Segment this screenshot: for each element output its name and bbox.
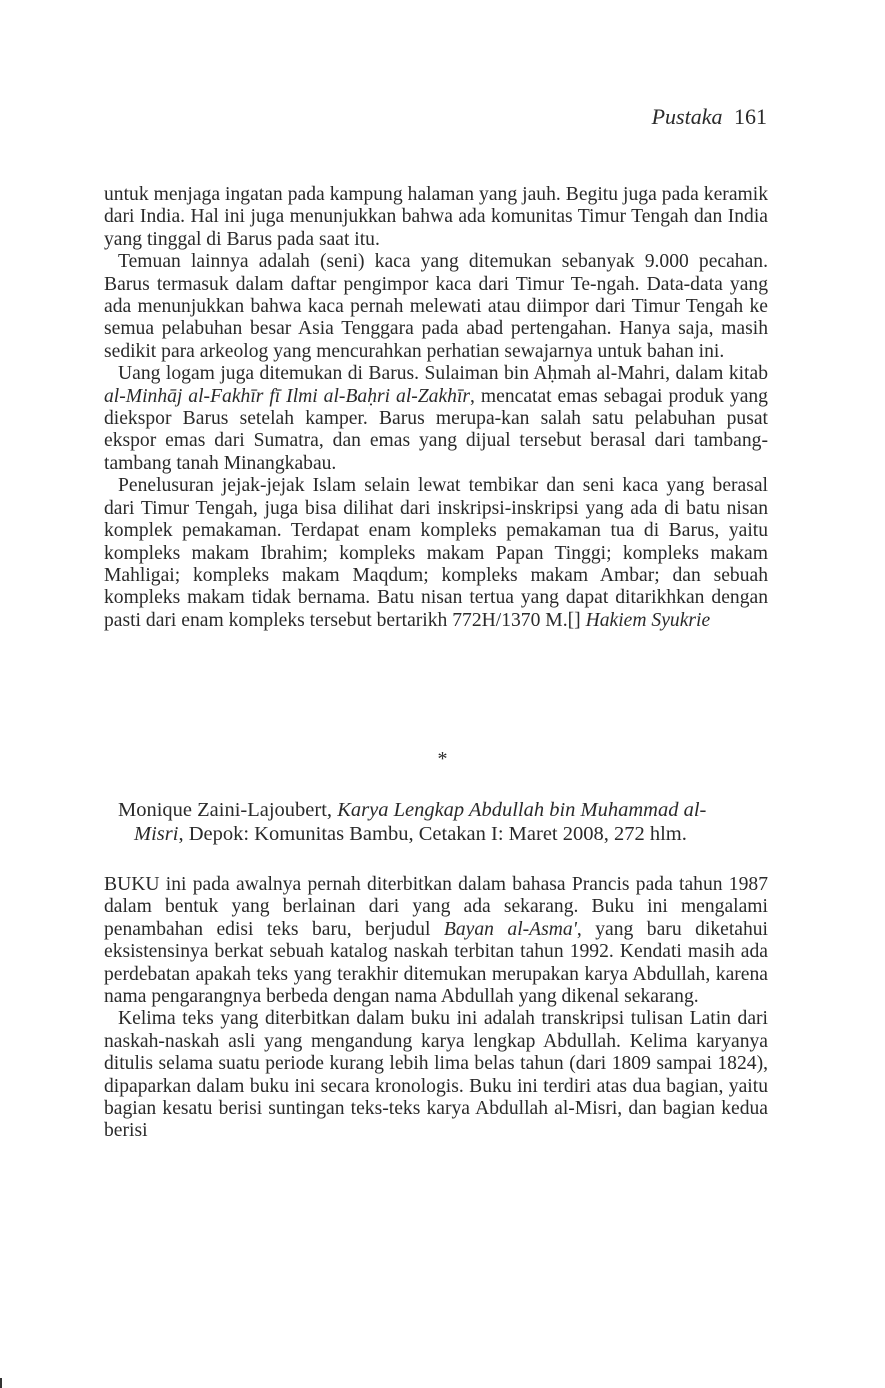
paragraph-text: , yang baru diketahui eksistensinya berkat sebuah katalog naskah terbitan tahun 1992. Kendati masih ada perdebatan apakah teks yang terakhir ditemukan merupakan karya Abdullah, karena nama pengarangnya berbeda dengan nama Abdullah yang dikenal sekarang. bbox=[104, 918, 768, 1008]
book-title: al-Minhāj al-Fakhīr fī Ilmi al-Baḥri al-Zakhīr bbox=[104, 385, 471, 407]
book-title: Bayan al-Asma' bbox=[443, 918, 577, 940]
paragraph bbox=[104, 475, 768, 632]
journal-title: Pustaka bbox=[651, 104, 723, 129]
citation-author: Monique Zaini-Lajoubert, bbox=[118, 799, 338, 821]
citation-title: Misri bbox=[134, 823, 179, 845]
author-signature: Hakiem Syukrie bbox=[585, 609, 711, 631]
book-citation bbox=[118, 798, 758, 846]
paragraph-text: Uang logam juga ditemukan di Barus. Sulaiman bin Aḥmah al-Mahri, dalam kitab bbox=[118, 363, 768, 385]
paragraph: Kelima teks yang diterbitkan dalam buku ini adalah transkripsi tulisan Latin dari naskah-naskah asli yang mengandung karya lengkap Abdullah. Kelima karyanya ditulis selama suatu periode kurang lebih lima belas tahun (dari 1809 sampai 1824), dipaparkan dalam buku ini secara kronologis. Buku ini terdiri atas dua bagian, yaitu bagian kesatu berisi suntingan teks-teks karya Abdullah al-Misri, dan bagian kedua berisi bbox=[104, 1008, 768, 1142]
running-head bbox=[652, 104, 767, 130]
paragraph: Temuan lainnya adalah (seni) kaca yang ditemukan sebanyak 9.000 pecahan. Barus termasuk dalam daftar pengimpor kaca dari Timur Te-ngah. Data-data yang ada menunjukkan bahwa kaca pernah melewati atau diimpor dari Timur Tengah ke semua pelabuhan besar Asia Tenggara pada abad pertengahan. Hanya saja, masih sedikit para arkeolog yang mencurahkan perhatian sewajarnya untuk bahan ini. bbox=[104, 251, 768, 362]
paragraph bbox=[104, 874, 768, 1008]
paragraph bbox=[104, 363, 768, 475]
article-body bbox=[104, 184, 768, 632]
scan-edge-mark bbox=[0, 1378, 2, 1388]
paragraph-text: , mencatat emas sebagai produk yang diekspor Barus setelah kamper. Barus merupa-kan salah satu pelabuhan pusat ekspor emas dari Sumatra, dan emas yang dijual tersebut berasal dari tambang-tambang tanah Minangkabau. bbox=[104, 385, 768, 474]
citation-publisher: , Depok: Komunitas Bambu, Cetakan I: Maret 2008, 272 hlm. bbox=[178, 823, 687, 845]
section-separator: * bbox=[437, 748, 448, 770]
review-body bbox=[104, 874, 768, 1143]
page-number: 161 bbox=[734, 104, 767, 129]
paragraph-text: Penelusuran jejak-jejak Islam selain lewat tembikar dan seni kaca yang berasal dari Timur Tengah, juga bisa dilihat dari inskripsi-inskripsi yang ada di batu nisan komplek pemakaman. Terdapat enam kompleks pemakaman tua di Barus, yaitu kompleks makam Ibrahim; kompleks makam Papan Tinggi; kompleks makam Mahligai; kompleks makam Maqdum; kompleks makam Ambar; dan sebuah kompleks makam tidak bernama. Batu nisan tertua yang dapat ditarikhkan dengan pasti dari enam kompleks tersebut bertarikh 772H/1370 M.[] bbox=[104, 475, 768, 631]
paragraph-text: BUKU ini pada awalnya pernah diterbitkan dalam bahasa Prancis pada tahun 1987 dalam bentuk yang berlainan dari yang ada sekarang. Buku ini mengalami penambahan edisi teks baru, berjudul bbox=[104, 874, 768, 940]
citation-title: Karya Lengkap Abdullah bin Muhammad al- bbox=[337, 799, 707, 821]
paragraph: untuk menjaga ingatan pada kampung halaman yang jauh. Begitu juga pada keramik dari India. Hal ini juga menunjukkan bahwa ada komunitas Timur Tengah dan India yang tinggal di Barus pada saat itu. bbox=[104, 184, 768, 250]
